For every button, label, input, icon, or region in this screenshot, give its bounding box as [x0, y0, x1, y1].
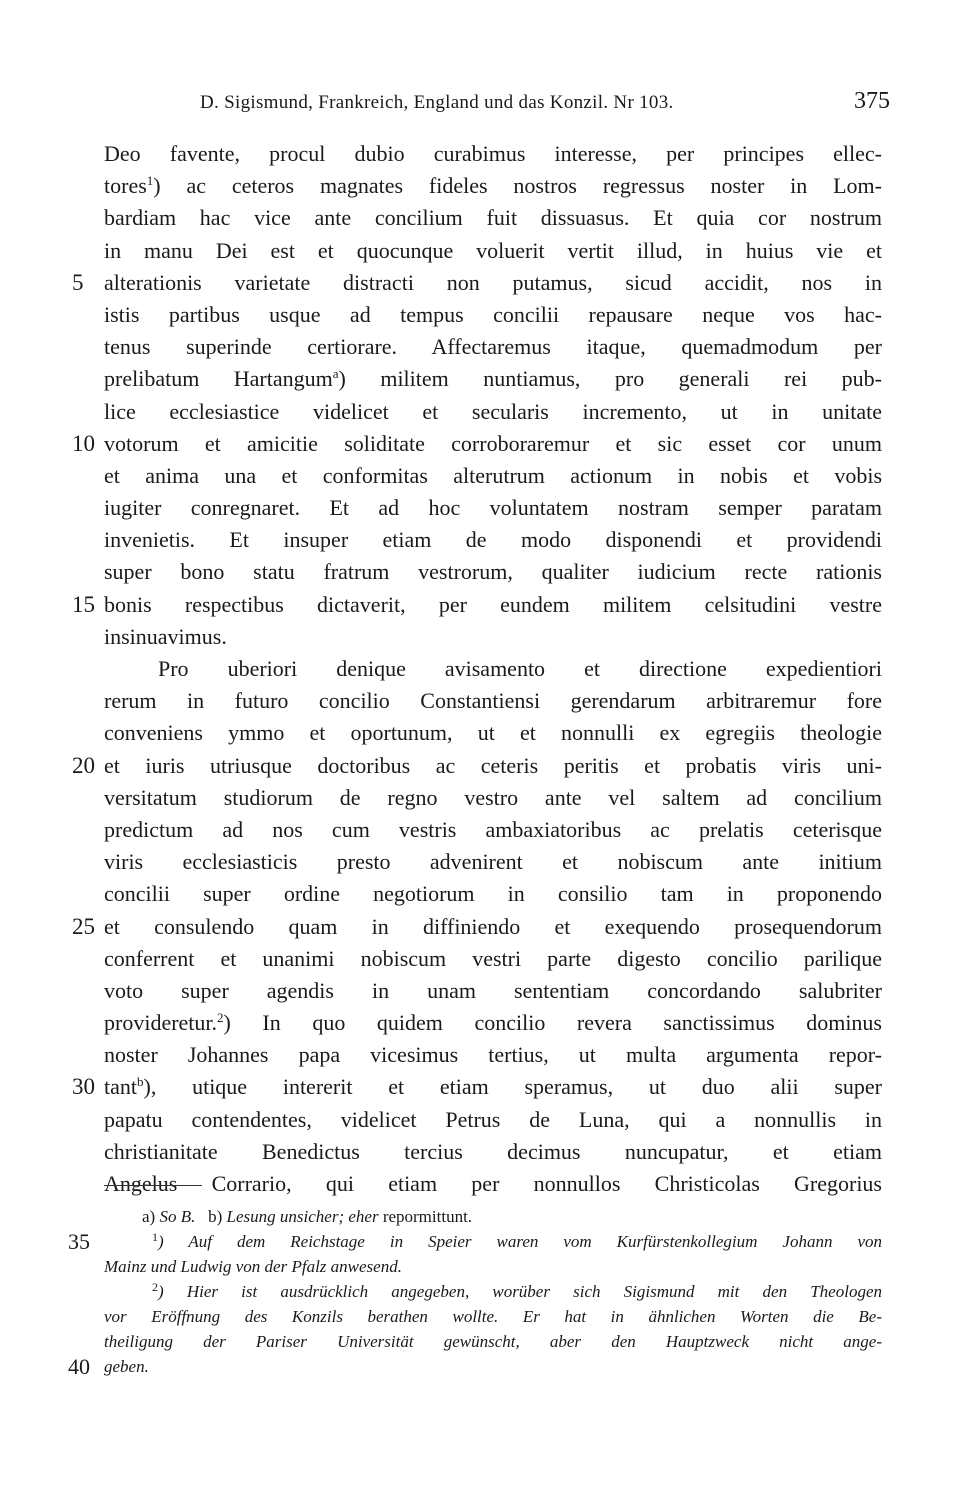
text-line [104, 170, 882, 202]
line-text: conveniens ymmo et oportunum, ut et nonnulli ex egregiis theologie [104, 720, 882, 746]
text-line [104, 814, 882, 846]
line-text: insinuavimus. [104, 623, 227, 649]
text-line [72, 1071, 882, 1103]
footnote-line [104, 1279, 882, 1304]
note-reference: 2 [217, 1010, 224, 1026]
note-a-text: So B. [159, 1207, 196, 1226]
note-reference: a [332, 366, 339, 382]
line-text: bardiam hac vice ante concilium fuit dissuasus. Et quia cor nostrum [104, 205, 882, 231]
line-number: 15 [72, 591, 95, 617]
main-text [72, 138, 882, 1200]
line-text: et consulendo quam in diffiniendo et exequendo prosequendorum [104, 913, 882, 939]
line-text: ) ac ceteros magnates fideles nostros regressus noster in Lom- [153, 173, 882, 199]
textual-note-line [104, 1204, 882, 1229]
line-number: 10 [72, 430, 95, 456]
line-text: invenietis. Et insuper etiam de modo disponendi et providendi [104, 527, 882, 553]
line-text-lead: tores [104, 173, 147, 199]
line-text: lice ecclesiastice videlicet et secularis incremento, ut in unitate [104, 398, 882, 424]
line-text: super bono statu fratrum vestrorum, qualiter iudicium recte rationis [104, 559, 882, 585]
text-line [104, 1039, 882, 1071]
text-line [104, 943, 882, 975]
line-text: votorum et amicitie soliditate corroboraremur et sic esset cor unum [104, 430, 882, 456]
line-text: Angelus Corrario, qui etiam per nonnullos Christicolas Gregorius [104, 1171, 882, 1196]
text-line [104, 782, 882, 814]
text-line [104, 878, 882, 910]
line-text: alterationis varietate distracti non putamus, sicud accidit, nos in [104, 269, 882, 295]
line-text: voto super agendis in unam sententiam concordando salubriter [104, 977, 882, 1003]
footnote-text: geben. [104, 1357, 149, 1376]
line-text: rerum in futuro concilio Constantiensi gerendarum arbitraremur fore [104, 688, 882, 714]
text-line [104, 1136, 882, 1168]
line-number: 20 [72, 752, 95, 778]
line-text: concilii super ordine negotiorum in consilio tam in proponendo [104, 881, 882, 907]
line-text: istis partibus usque ad tempus concilii repausare neque vos hac- [104, 301, 882, 327]
text-line [104, 653, 882, 685]
line-text: versitatum studiorum de regno vestro ante vel saltem ad concilium [104, 784, 882, 810]
text-line [104, 396, 882, 428]
line-text: predictum ad nos cum vestris ambaxiatoribus ac prelatis ceterisque [104, 816, 882, 842]
footnote-text: Mainz und Ludwig von der Pfalz anwesend. [104, 1257, 402, 1276]
line-text: bonis respectibus dictaverit, per eundem militem celsitudini vestre [104, 591, 882, 617]
text-line [104, 556, 882, 588]
note-b-reading: repormittunt. [382, 1207, 473, 1226]
line-number: 30 [72, 1074, 95, 1100]
text-line [72, 428, 882, 460]
text-line [104, 299, 882, 331]
line-text: christianitate Benedictus tercius decimus nuncupatur, et etiam [104, 1138, 882, 1164]
line-text: papatu contendentes, videlicet Petrus de Luna, qui a nonnullis in [104, 1106, 882, 1132]
text-line [104, 1104, 882, 1136]
footnote-separator [104, 1185, 202, 1186]
line-text: ) militem nuntiamus, pro generali rei pub- [338, 366, 882, 392]
line-text: et iuris utriusque doctoribus ac ceteris peritis et probatis viris uni- [104, 752, 882, 778]
line-text-lead: prelibatum Hartangum [104, 366, 333, 392]
line-number: 35 [68, 1229, 90, 1254]
line-text: et anima una et conformitas alterutrum actionum in nobis et vobis [104, 462, 882, 488]
text-line [104, 975, 882, 1007]
line-text: noster Johannes papa vicesimus tertius, ut multa argumenta repor- [104, 1042, 882, 1068]
text-line [104, 685, 882, 717]
line-text: in manu Dei est et quocunque voluerit vertit illud, in huius vie et [104, 237, 882, 263]
note-mark-a: a) [142, 1207, 156, 1226]
text-line [104, 460, 882, 492]
line-text: iugiter conregnaret. Et ad hoc voluntatem nostram semper paratam [104, 495, 882, 521]
line-text: viris ecclesiasticis presto advenirent et nobiscum ante initium [104, 849, 882, 875]
text-line [104, 621, 882, 653]
footnote-text: ) Auf dem Reichstage in Speier waren vom Kurfürstenkollegium Johann von [158, 1232, 882, 1251]
line-number: 25 [72, 913, 95, 939]
page-header [200, 88, 890, 118]
footnote-text: theiligung der Pariser Universität gewünscht, aber den Hauptzweck nicht ange- [104, 1332, 882, 1351]
page-number: 375 [854, 88, 890, 114]
note-b-text: Lesung unsicher; eher [226, 1207, 379, 1226]
note-mark-b: b) [208, 1207, 223, 1226]
text-line [104, 492, 882, 524]
text-line [104, 363, 882, 395]
note-reference: 1 [146, 173, 154, 189]
line-text: ), utique intererit et etiam speramus, ut duo alii super [143, 1074, 882, 1100]
text-line [72, 589, 882, 621]
footnote-mark: 1 [152, 1230, 158, 1244]
text-line [104, 235, 882, 267]
text-line [104, 331, 882, 363]
text-line [72, 750, 882, 782]
line-text: Pro uberiori denique avisamento et directione expedientiori [158, 656, 882, 681]
line-text-lead: provideretur. [104, 1010, 218, 1036]
text-line [104, 717, 882, 749]
footnote-line [104, 1304, 882, 1329]
text-line [72, 911, 882, 943]
text-line [104, 846, 882, 878]
text-line [104, 1168, 882, 1200]
footnote-line [68, 1229, 882, 1254]
footnote-line [104, 1329, 882, 1354]
footnote-line [68, 1354, 882, 1379]
text-line [72, 267, 882, 299]
text-line [104, 1007, 882, 1039]
footnote-line [104, 1254, 882, 1279]
text-line [104, 138, 882, 170]
note-reference: b [137, 1074, 144, 1090]
line-text: conferrent et unanimi nobiscum vestri parte digesto concilio parilique [104, 945, 882, 971]
text-line [104, 202, 882, 234]
line-text: tenus superinde certiorare. Affectaremus itaque, quemadmodum per [104, 334, 882, 360]
line-number: 5 [72, 269, 84, 295]
line-text: Deo favente, procul dubio curabimus interesse, per principes ellec- [104, 141, 882, 166]
footnotes [68, 1204, 882, 1379]
text-line [104, 524, 882, 556]
footnote-text: ) Hier ist ausdrücklich angegeben, worüber sich Sigismund mit den Theologen [158, 1282, 882, 1301]
footnote-mark: 2 [152, 1280, 158, 1294]
footnote-text: vor Eröffnung des Konzils berathen wollte. Er hat in ähnlichen Worten die Be- [104, 1307, 882, 1326]
line-number: 40 [68, 1354, 90, 1379]
line-text: ) In quo quidem concilio revera sanctissimus dominus [223, 1010, 882, 1036]
line-text-lead: tant [104, 1074, 137, 1100]
running-head: D. Sigismund, Frankreich, England und das Konzil. Nr 103. [200, 92, 674, 113]
